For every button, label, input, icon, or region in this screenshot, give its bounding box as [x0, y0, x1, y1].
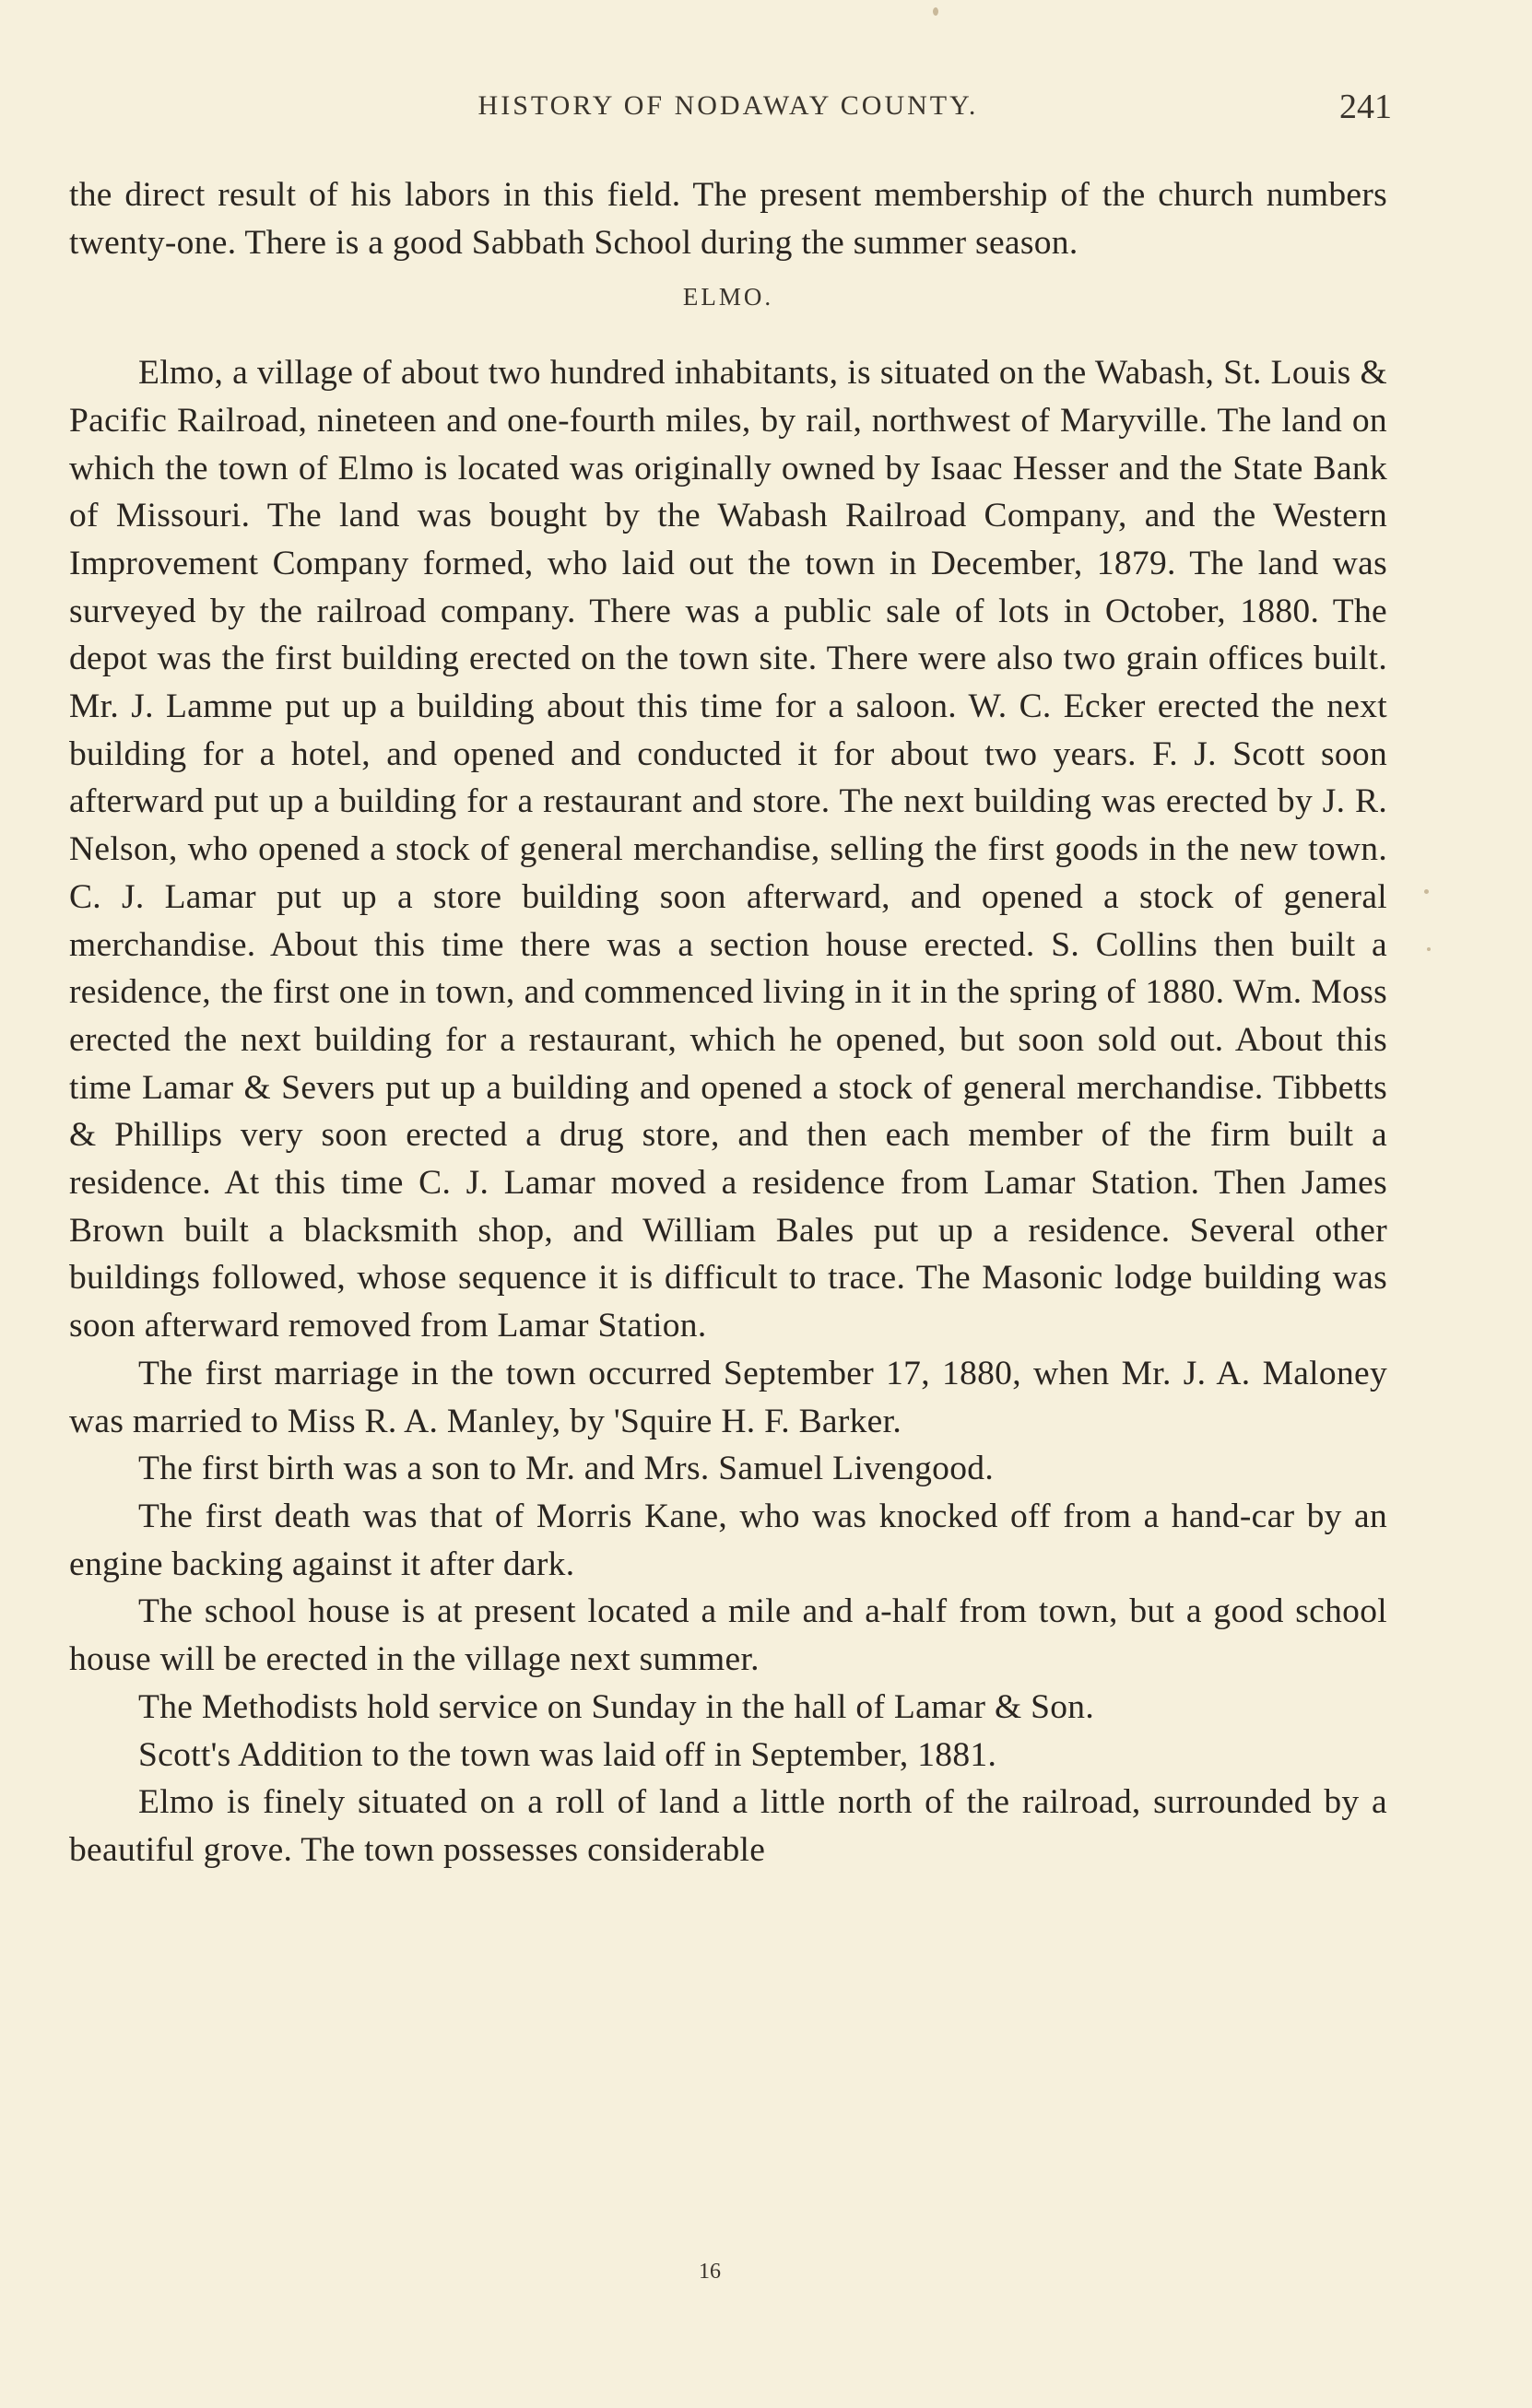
signature-mark: 16	[699, 2260, 721, 2284]
paragraph-scotts-addition: Scott's Addition to the town was laid off in September, 1881.	[138, 1735, 997, 1774]
paragraph-school-house: The school house is at present located a mile and a-half from town, but a good school house will be erected in the village next summer.	[69, 1592, 1387, 1679]
body-text	[69, 171, 1387, 1874]
section-heading: ELMO.	[682, 283, 774, 311]
paragraph-first-death: The first death was that of Morris Kane, who was knocked off from a hand-car by an engine backing against it after dark.	[69, 1497, 1387, 1583]
paragraph-elmo-situation: Elmo is finely situated on a roll of land a little north of the railroad, surrounded by a beautiful grove. The town possesses considerable	[69, 1783, 1387, 1869]
paragraph-first-marriage: The first marriage in the town occurred September 17, 1880, when Mr. J. A. Maloney was married to Miss R. A. Manley, by 'Squire H. F. Barker.	[69, 1354, 1387, 1440]
paragraph-continuation: the direct result of his labors in this field. The present membership of the church numbers twenty-one. There is a good Sabbath School during the summer season.	[69, 176, 1387, 262]
running-head	[65, 90, 1392, 136]
page-number: 241	[1339, 88, 1392, 126]
paragraph-elmo-history: Elmo, a village of about two hundred inhabitants, is situated on the Wabash, St. Louis & Pacific Railroad, nineteen and one-fourth miles, by rail, northwest of Maryville. The land on which the town of Elmo is located was originally owned by Isaac Hesser and the State Bank of Missouri. The land was bought by the Wabash Railroad Company, and the Western Improvement Company formed, who laid out the town in December, 1879. The land was surveyed by the railroad company. There was a public sale of lots in October, 1880. The depot was the first building erected on the town site. There were also two grain offices built. Mr. J. Lamme put up a building about this time for a saloon. W. C. Ecker erected the next building for a hotel, and opened and conducted it for about two years. F. J. Scott soon afterward put up a building for a restaurant and store. The next building was erected by J. R. Nelson, who opened a stock of general merchandise, selling the first goods in the new town. C. J. Lamar put up a store building soon afterward, and opened a stock of general merchandise. About this time there was a section house erected. S. Collins then built a residence, the first one in town, and commenced living in it in the spring of 1880. Wm. Moss erected the next building for a restaurant, which he opened, but soon sold out. About this time Lamar & Severs put up a building and opened a stock of general merchandise. Tibbetts & Phillips very soon erected a drug store, and then each member of the firm built a residence. At this time C. J. Lamar moved a residence from Lamar Station. Then James Brown built a blacksmith shop, and William Bales put up a residence. Several other buildings followed, whose sequence it is difficult to trace. The Masonic lodge building was soon afterward removed from Lamar Station.	[69, 354, 1387, 1345]
paper-speck	[1427, 947, 1431, 951]
paragraph-first-birth: The first birth was a son to Mr. and Mrs. Samuel Livengood.	[138, 1450, 994, 1488]
paper-speck	[933, 7, 938, 16]
paragraph-methodists: The Methodists hold service on Sunday in the hall of Lamar & Son.	[138, 1687, 1095, 1726]
running-title: HISTORY OF NODAWAY COUNTY.	[477, 90, 979, 121]
paper-speck	[1424, 889, 1429, 894]
